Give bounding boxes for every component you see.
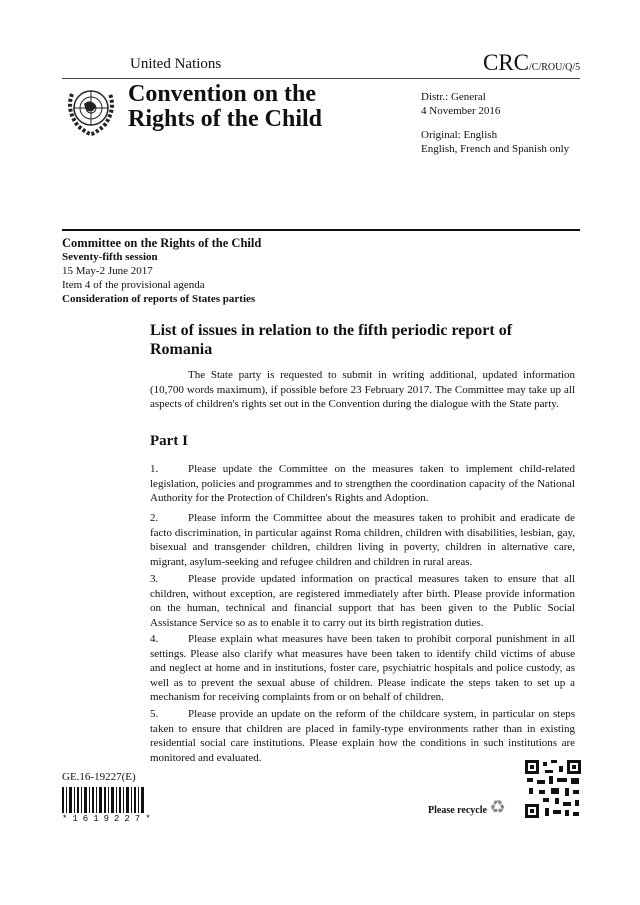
qr-code-icon [525, 760, 581, 823]
paragraph [150, 572, 575, 630]
distr: Distr.: General [421, 91, 486, 103]
symbol-main: CRC [483, 50, 530, 75]
paragraph-number: 5. [150, 708, 159, 720]
paragraph-number: 3. [150, 573, 159, 585]
committee-block [62, 236, 261, 306]
document-title: List of issues in relation to the fifth periodic report of Romania [150, 322, 513, 358]
paragraph-number: 4. [150, 633, 159, 645]
date: 4 November 2016 [421, 105, 501, 117]
original-language: Original: English [421, 129, 498, 141]
un-emblem-icon [64, 84, 118, 141]
job-number: GE.16-19227(E) [62, 771, 136, 783]
recycle-notice [428, 797, 506, 818]
consideration: Consideration of reports of States parties [62, 293, 256, 305]
symbol-sub: /C/ROU/Q/5 [529, 62, 581, 73]
paragraph [150, 707, 575, 765]
intro-paragraph: The State party is requested to submit in writing additional, updated information (10,700 words maximum), if possible before 23 February 2017. The Committee may take up all aspects of children's rights set out in the Convention during the dialogue with the State party. [150, 369, 575, 410]
paragraph-text: Please provide updated information on practical measures taken to ensure that all children, without exception, are registered immediately after birth. Please provide information on the human, technical and financial support that has been given to the Public Social Assistance Service so as to enable it to carry out its birth registration duties. [150, 573, 575, 629]
document-symbol [483, 50, 580, 76]
header-rule [62, 78, 580, 79]
session: Seventy-fifth session [62, 251, 158, 263]
paragraph-text: Please inform the Committee about the measures taken to prohibit and eradicate de facto discrimination, in particular against Roma children, children with disabilities, lesbian, gay, bisexual and transgender children, children living in poverty, children in alternative care, migrant, asylum-seeking and refugee children and children in rural areas. [150, 512, 575, 568]
languages: English, French and Spanish only [421, 143, 570, 155]
title-line: Rights of the Child [128, 106, 323, 132]
org-name: United Nations [130, 56, 222, 72]
recycle-icon: ♻ [489, 797, 506, 817]
barcode-text: *1619227* [62, 814, 156, 824]
agenda-item: Item 4 of the provisional agenda [62, 279, 205, 291]
paragraph-text: Please explain what measures have been taken to prohibit corporal punishment in all settings. Please also clarify what measures have been taken to identify child victims of abuse and neglect at home and in institutions, foster care, psychiatric hospitals and police custody, as well as to prevent the sexual abuse of children. Please indicate the steps taken to set up a mechanism for receiving complaints from or on behalf of children. [150, 633, 575, 703]
paragraph-number: 2. [150, 512, 159, 524]
distribution-block [421, 90, 569, 156]
body-title [128, 82, 322, 132]
title-line: Convention on the [128, 81, 317, 107]
paragraph-text: Please provide an update on the reform of the childcare system, in particular on steps taken to ensure that children are placed in family-type environments rather than in existing residential social care institutions. Please explain how the conditions in such institutions are monitored and evaluated. [150, 708, 575, 764]
paragraph [150, 632, 575, 705]
paragraph [150, 462, 575, 506]
section-rule [62, 229, 580, 231]
session-dates: 15 May-2 June 2017 [62, 265, 153, 277]
paragraph-text: Please update the Committee on the measures taken to implement child-related legislation, policies and programmes and to strengthen the coordination capacity of the National Authority for the Protection of Children's Rights and Adoption. [150, 463, 575, 504]
recycle-text: Please recycle [428, 805, 487, 816]
part-heading: Part I [150, 433, 188, 449]
paragraph-number: 1. [150, 463, 159, 475]
committee-name: Committee on the Rights of the Child [62, 236, 262, 250]
paragraph [150, 511, 575, 569]
